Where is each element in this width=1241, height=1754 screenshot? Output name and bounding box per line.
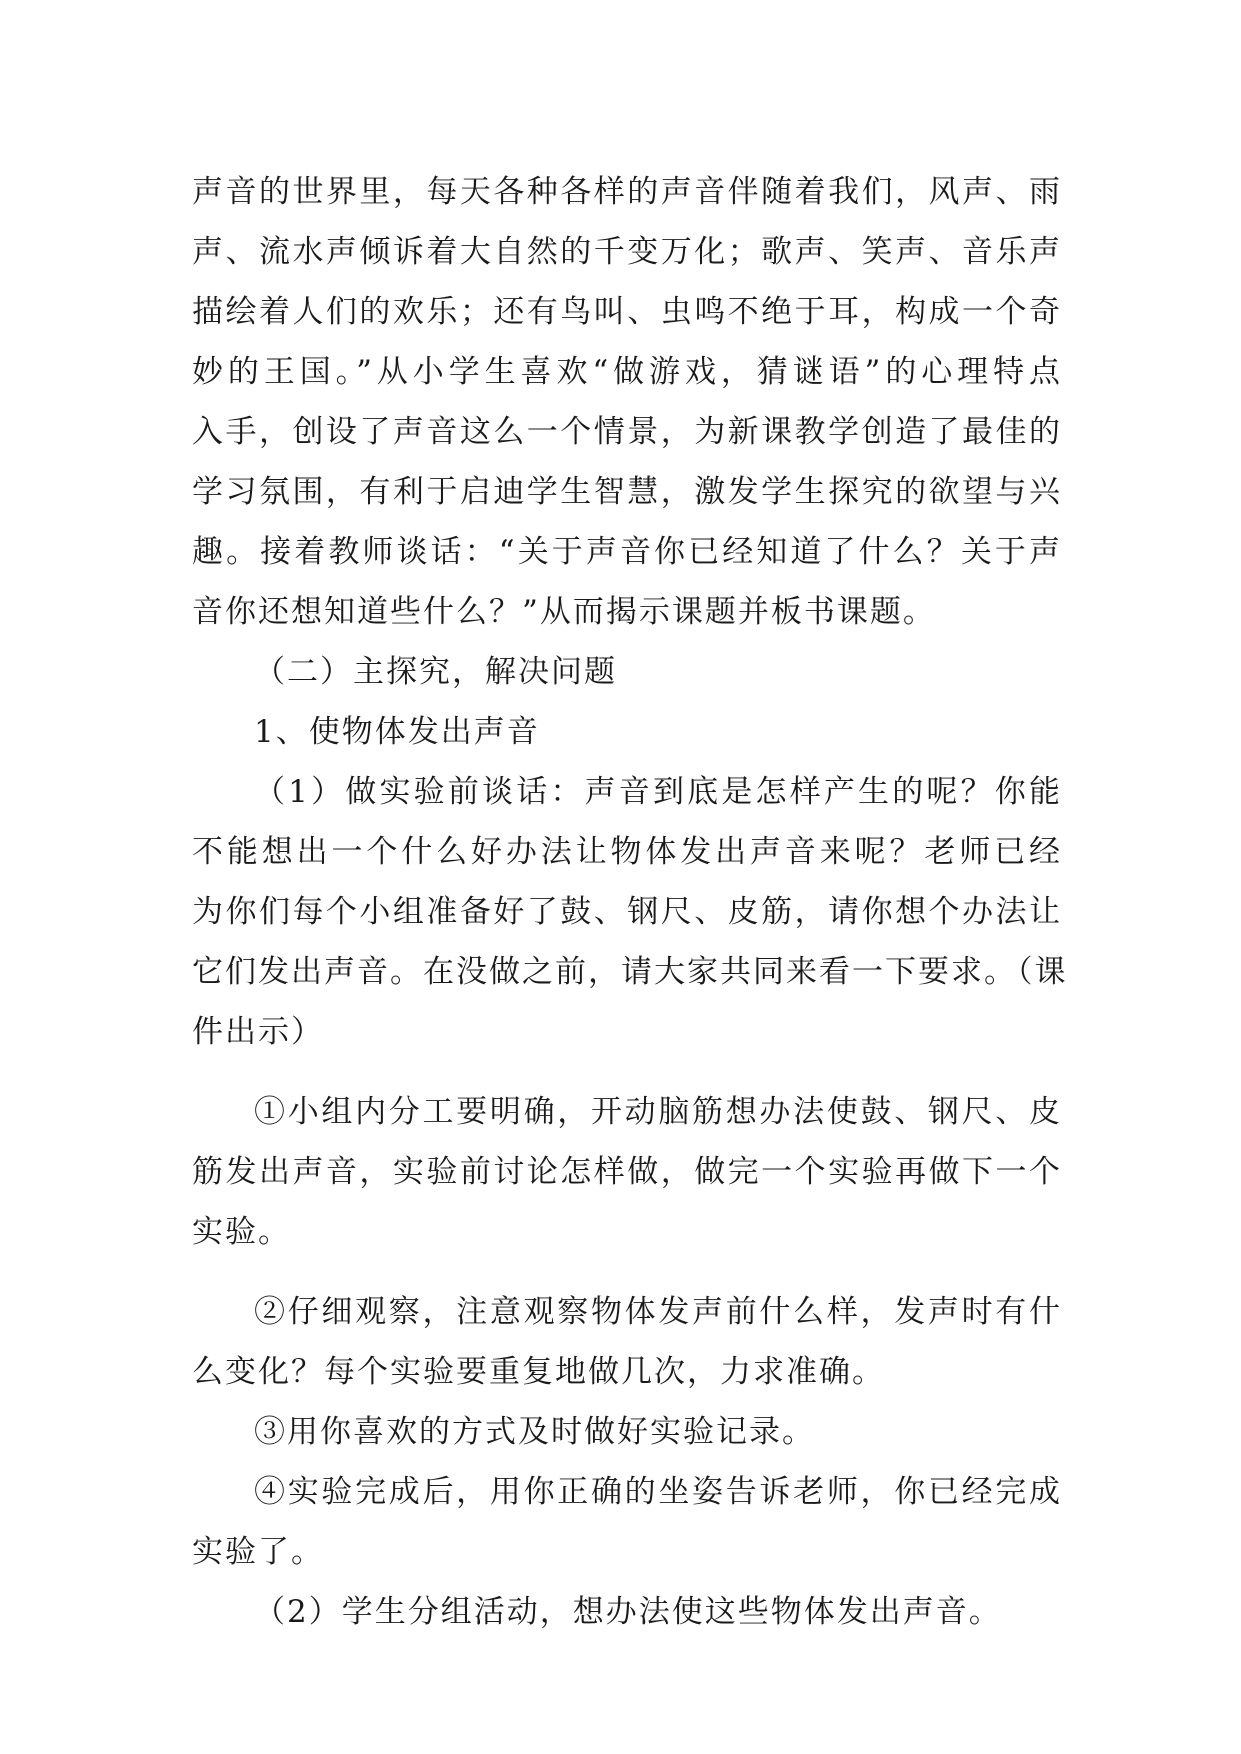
text-line: 趣。接着教师谈话：“关于声音你已经知道了什么？关于声: [192, 534, 1062, 570]
text-line: 声、流水声倾诉着大自然的千变万化；歌声、笑声、音乐声: [192, 234, 1062, 270]
text-line: 描绘着人们的欢乐；还有鸟叫、虫鸣不绝于耳，构成一个奇: [192, 294, 1062, 330]
section-heading: （二）主探究，解决问题: [254, 654, 617, 690]
text-line: （2）学生分组活动，想办法使这些物体发出声音。: [254, 1594, 1002, 1630]
text-line: 妙的王国。”从小学生喜欢“做游戏，猜谜语”的心理特点: [192, 354, 1062, 390]
list-item: 实验了。: [192, 1534, 324, 1570]
list-item: 实验。: [192, 1214, 291, 1250]
subsection-heading: 1、使物体发出声音: [254, 714, 540, 750]
list-item: ④实验完成后，用你正确的坐姿告诉老师，你已经完成: [254, 1474, 1062, 1510]
list-item: 么变化？每个实验要重复地做几次，力求准确。: [192, 1354, 885, 1390]
text-line: 它们发出声音。在没做之前，请大家共同来看一下要求。（课: [192, 954, 1068, 990]
list-item: 筋发出声音，实验前讨论怎样做，做完一个实验再做下一个: [192, 1154, 1062, 1190]
list-item: ③用你喜欢的方式及时做好实验记录。: [254, 1414, 815, 1450]
text-line: 音你还想知道些什么？”从而揭示课题并板书课题。: [192, 594, 936, 630]
text-line: 为你们每个小组准备好了鼓、钢尺、皮筋，请你想个办法让: [192, 894, 1062, 930]
text-line: 不能想出一个什么好办法让物体发出声音来呢？老师已经: [192, 834, 1062, 870]
document-body: [192, 162, 1068, 1642]
list-item: ①小组内分工要明确，开动脑筋想办法使鼓、钢尺、皮: [254, 1094, 1062, 1130]
text-line: （1）做实验前谈话：声音到底是怎样产生的呢？你能: [254, 774, 1062, 810]
text-line: 声音的世界里，每天各种各样的声音伴随着我们，风声、雨: [192, 174, 1062, 210]
text-line: 入手，创设了声音这么一个情景，为新课教学创造了最佳的: [192, 414, 1062, 450]
text-line: 件出示）: [192, 1014, 324, 1050]
list-item: ②仔细观察，注意观察物体发声前什么样，发声时有什: [254, 1294, 1062, 1330]
text-line: 学习氛围，有利于启迪学生智慧，激发学生探究的欲望与兴: [192, 474, 1062, 510]
